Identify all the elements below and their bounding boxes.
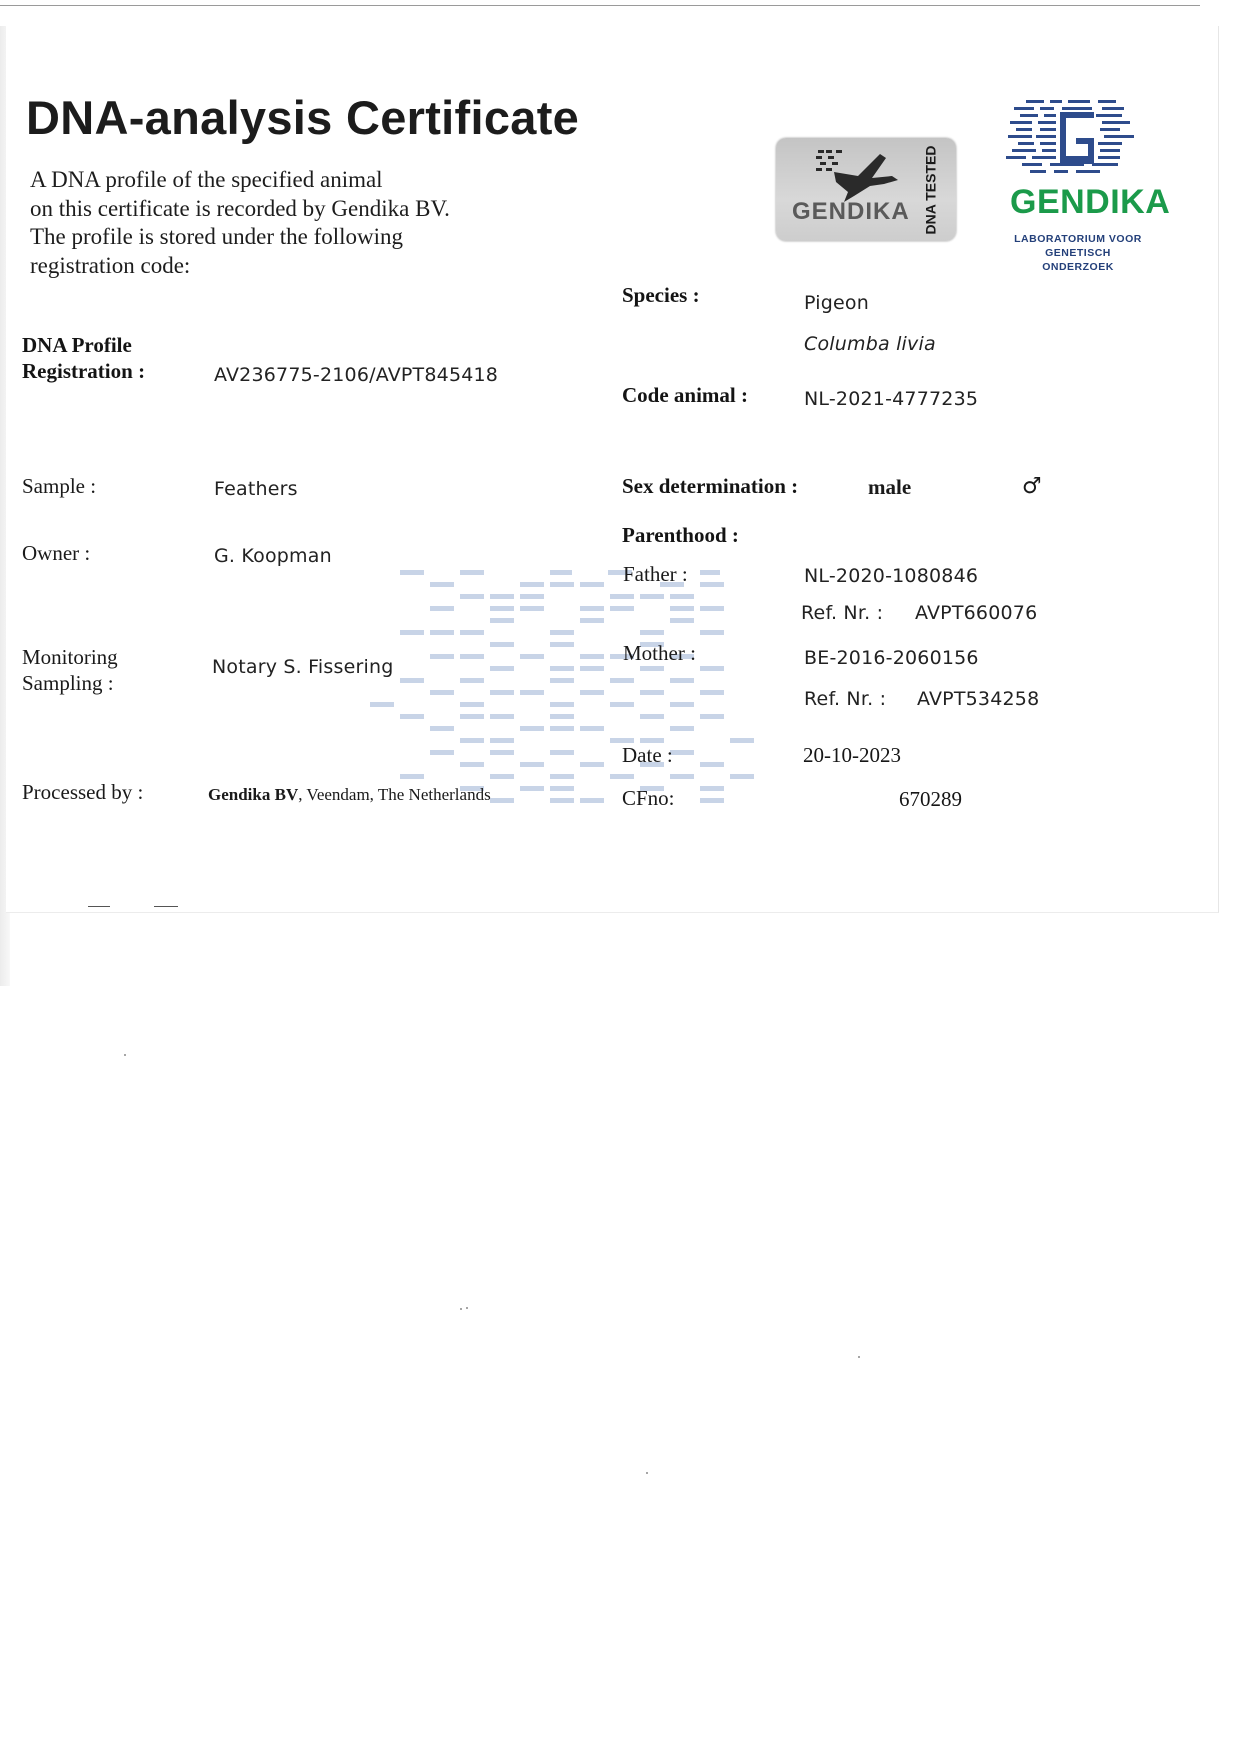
processed-company: Gendika BV bbox=[208, 785, 299, 804]
dna-profile-label: DNA Profile bbox=[22, 333, 132, 357]
processed-value bbox=[208, 785, 491, 805]
logo-subtitle-line: GENETISCH ONDERZOEK bbox=[1042, 247, 1114, 273]
stamp-dna-tested bbox=[916, 145, 946, 236]
code-animal-value: NL-2021-4777235 bbox=[804, 388, 979, 410]
mother-ref-label: Ref. Nr. : bbox=[804, 688, 887, 710]
logo-name: GENDIKA bbox=[1010, 183, 1171, 221]
mother-label: Mother : bbox=[623, 641, 696, 665]
species-latin: Columba livia bbox=[804, 333, 936, 355]
registration-label: Registration : bbox=[22, 359, 146, 383]
intro-line: on this certificate is recorded by Gendika BV. bbox=[30, 195, 450, 221]
father-ref-value: AVPT660076 bbox=[915, 602, 1038, 624]
parenthood-label: Parenthood : bbox=[622, 523, 739, 547]
gendika-logo-icon bbox=[1006, 98, 1140, 180]
stamp-dna-tested-text: DNA TESTED bbox=[922, 145, 939, 235]
processed-place: , Veendam, The Netherlands bbox=[298, 785, 491, 804]
mother-ref-value: AVPT534258 bbox=[917, 688, 1040, 710]
father-label: Father : bbox=[623, 562, 688, 586]
scan-speck bbox=[466, 1307, 468, 1309]
date-label: Date : bbox=[622, 743, 673, 767]
date-value: 20-10-2023 bbox=[803, 743, 901, 767]
scan-mark bbox=[154, 906, 178, 907]
intro-line: registration code: bbox=[30, 252, 191, 278]
sample-value: Feathers bbox=[214, 478, 298, 500]
male-symbol-icon: ♂ bbox=[1022, 474, 1042, 499]
dna-tested-stamp bbox=[776, 138, 956, 241]
sex-value: male bbox=[868, 475, 912, 499]
sampling-label: Sampling : bbox=[22, 671, 114, 695]
processed-label: Processed by : bbox=[22, 780, 144, 804]
monitoring-value: Notary S. Fissering bbox=[212, 656, 394, 678]
intro-paragraph bbox=[30, 166, 450, 280]
owner-value: G. Koopman bbox=[214, 545, 332, 567]
owner-label: Owner : bbox=[22, 541, 91, 565]
cfno-value: 670289 bbox=[899, 787, 962, 811]
logo-subtitle-line: LABORATORIUM VOOR bbox=[1014, 233, 1142, 245]
mother-value: BE-2016-2060156 bbox=[804, 647, 979, 669]
species-label: Species : bbox=[622, 283, 700, 307]
scan-speck bbox=[460, 1308, 462, 1310]
monitoring-label: Monitoring bbox=[22, 645, 118, 669]
registration-value: AV236775-2106/AVPT845418 bbox=[214, 364, 499, 386]
stamp-brand: GENDIKA bbox=[792, 198, 910, 225]
scan-speck bbox=[858, 1356, 860, 1358]
sample-label: Sample : bbox=[22, 474, 97, 498]
cfno-label: CFno: bbox=[622, 786, 675, 810]
intro-line: A DNA profile of the specified animal bbox=[30, 167, 383, 192]
sex-label: Sex determination : bbox=[622, 474, 799, 498]
scan-speck bbox=[646, 1472, 648, 1474]
page-title: DNA-analysis Certificate bbox=[26, 91, 580, 144]
father-ref-label: Ref. Nr. : bbox=[801, 602, 884, 624]
scan-mark bbox=[88, 906, 110, 907]
code-animal-label: Code animal : bbox=[622, 383, 748, 407]
scan-speck bbox=[124, 1054, 126, 1056]
pigeon-silhouette-icon bbox=[814, 146, 904, 206]
logo-subtitle bbox=[1010, 232, 1146, 274]
species-common: Pigeon bbox=[804, 292, 869, 314]
intro-line: The profile is stored under the following bbox=[30, 224, 404, 249]
father-value: NL-2020-1080846 bbox=[804, 565, 979, 587]
top-rule bbox=[0, 5, 1200, 6]
